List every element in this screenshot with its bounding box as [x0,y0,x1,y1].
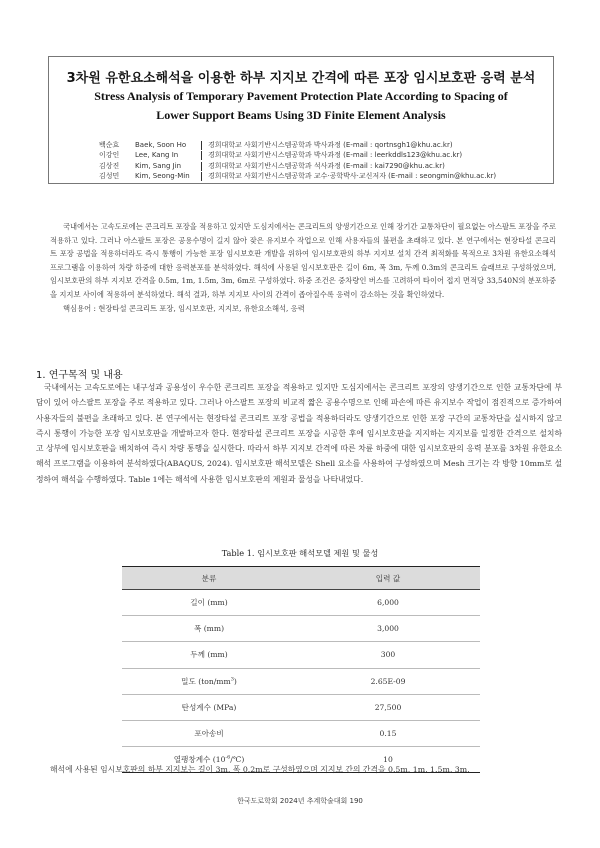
abstract-paragraph: 국내에서는 고속도로에는 콘크리트 포장을 적용하고 있지만 도심지에서는 콘크리트의 양생기간으로 인해 장기간 교통차단이 필요없는 아스팔트 포장을 주로 적용하고 있다. 그러나 아스팔트 포장은 공용수명이 길지 않아 잦은 유지보수 작업으로 인해 사용자들의 불편을 초래하고 있다. 본 연구에서는 현장타설 콘크리트 포장 공법을 적용하더라도 즉시 통행이 가능한 포장 임시보호판 개발을 위하여 임시보호판의 하부 지지보 설치 간격 최적화를 목적으로 3차원 유한요소해석 프로그램을 이용하여 차량 하중에 대한 응력분포를 분석하였다. 해석에 사용된 임시보호판은 길이 6m, 폭 3m, 두께 0.3m의 콘크리트 슬래브로 구성하였으며, 임시보호판의 하부 지지보 간격을 0.5m, 1m, 1.5m, 3m, 6m로 구성하였다. 하중 조건은 중차량인 버스를 고려하여 타이어 접지 면적당 33,540N의 분포하중을 지지보 사이에 적용하여 분석하였다. 해석 결과, 하부 지지보 사이의 간격이 좁아질수록 응력이 감소하는 것을 확인하였다. [50,222,557,299]
row-label-end: ) [233,676,237,686]
row-value: 27,500 [296,694,480,720]
divider [201,141,202,150]
keywords-label: 핵심용어 : [63,303,96,313]
author-name-en: Baek, Soon Ho [135,141,187,149]
divider [201,151,202,160]
row-value: 10 [296,747,480,773]
table-header-category: 분류 [122,567,296,590]
author-name-kr: 김상진 [99,161,120,170]
row-label [122,668,296,694]
keywords [50,302,556,316]
author-name-en: Lee, Kang In [135,151,179,160]
author-affiliation: 경희대학교 사회기반시스템공학과 박사과정 (E-mail : leerkddls123@khu.ac.kr) [208,151,463,160]
author-name-en: Kim, Seong-Min [135,172,190,181]
author-name-en: Kim, Sang Jin [135,161,182,170]
author-name-kr: 이강인 [99,151,120,160]
paper-title-english-line1: Stress Analysis of Temporary Pavement Protection Plate According to Spacing of [94,89,508,103]
table-row [122,590,480,616]
abstract [50,220,556,315]
table-header-value: 입력 값 [296,567,480,590]
keywords-list: 현장타설 콘크리트 포장, 임시보호판, 지지보, 유한요소해석, 응력 [98,303,305,313]
row-label: 두께 (mm) [122,642,296,668]
divider [201,162,202,171]
section-heading: 1. 연구목적 및 내용 [36,370,123,381]
row-label: 폭 (mm) [122,616,296,642]
row-label: 포아송비 [122,720,296,746]
paper-title-english [49,87,553,125]
table-row [122,616,480,642]
row-label-superscript: 3 [230,676,234,683]
row-value: 300 [296,642,480,668]
title-box [48,56,554,184]
author-affiliation: 경희대학교 사회기반시스템공학과 석사과정 (E-mail : kai7290@khu.ac.kr) [208,161,445,170]
continuation-paragraph: 해석에 사용된 임시보호판의 하부 지지보는 길이 3m, 폭 0.2m로 구성하였으며 지지보 간의 간격을 0.5m, 1m, 1.5m, 3m, [50,765,470,774]
continuation-text [50,762,562,777]
table-row [122,642,480,668]
author-name-kr: 김성민 [99,172,120,181]
row-value: 3,000 [296,616,480,642]
row-label-text: 열팽창계수 (10 [173,755,226,765]
table-row [122,720,480,746]
section-body [36,380,562,487]
body-paragraph: 국내에서는 고속도로에는 내구성과 공용성이 우수한 콘크리트 포장을 적용하고 있지만 도심지에서는 콘크리트 포장의 양생기간으로 인한 교통차단에 부담이 있어 아스팔트 포장을 주로 적용하고 있다. 그러나 아스팔트 포장의 비교적 짧은 공용수명으로 인해 파손에 따른 유지보수 작업이 점진적으로 증가하여 사용자들의 불편을 초래하고 있다. 본 연구에서는 현장타설 콘크리트 포장 공법을 적용하더라도 양생기간으로 인한 포장 구간의 교통차단을 실시하지 않고 즉시 통행이 가능한 포장 임시보호판을 개발하고자 한다. 현장타설 콘크리트 포장을 시공한 후에 임시보호판을 지지하는 지지보를 일정한 간격으로 설치하고 상부에 임시보호판을 배치하여 즉시 차량 통행을 실시한다. 따라서 하부 지지보 간격에 따른 차륜 하중에 대한 임시보호판의 응력 분포를 3차원 유한요소해석 프로그램을 이용하여 분석하였다(ABAQUS, 2024). 임시보호판 해석모델은 Shell 요소를 사용하여 구성하였으며 Mesh 크기는 각 방향 10mm로 설정하여 해석을 수행하였다. Table 1에는 해석에 사용한 임시보호판의 제원과 물성을 나타내었다. [36,383,562,484]
author-row [99,140,539,150]
author-row [99,171,539,181]
page-footer: 한국도로학회 2024년 추계학술대회 190 [237,797,363,805]
table-header-row [122,567,480,590]
author-name-kr: 백순효 [99,141,120,149]
row-value: 0.15 [296,720,480,746]
properties-table [122,566,480,773]
paper-title-korean: 3차원 유한요소해석을 이용한 하부 지지보 간격에 따른 포장 임시보호판 응력 분석 [66,71,536,86]
row-label-text: 밀도 (ton/mm [181,676,231,686]
author-row [99,161,539,171]
row-value: 6,000 [296,590,480,616]
table-row [122,694,480,720]
author-affiliation: 경희대학교 사회기반시스템공학과 교수·공학박사·교신저자 (E-mail : seongmin@khu.ac.kr) [208,172,497,181]
row-label-end: /℃) [230,755,245,765]
paper-title-english-line2: Lower Support Beams Using 3D Finite Element Analysis [156,108,446,122]
table-caption: Table 1. 임시보호판 해석모델 제원 및 물성 [221,548,379,558]
author-row [99,150,539,160]
table-row [122,668,480,694]
author-affiliation: 경희대학교 사회기반시스템공학과 박사과정 (E-mail : qortnsgh1@khu.ac.kr) [208,141,453,149]
row-label: 탄성계수 (MPa) [122,694,296,720]
divider [201,172,202,181]
row-label: 길이 (mm) [122,590,296,616]
row-label-superscript: -6 [225,754,231,761]
row-value: 2.65E-09 [296,668,480,694]
author-list [99,140,539,182]
